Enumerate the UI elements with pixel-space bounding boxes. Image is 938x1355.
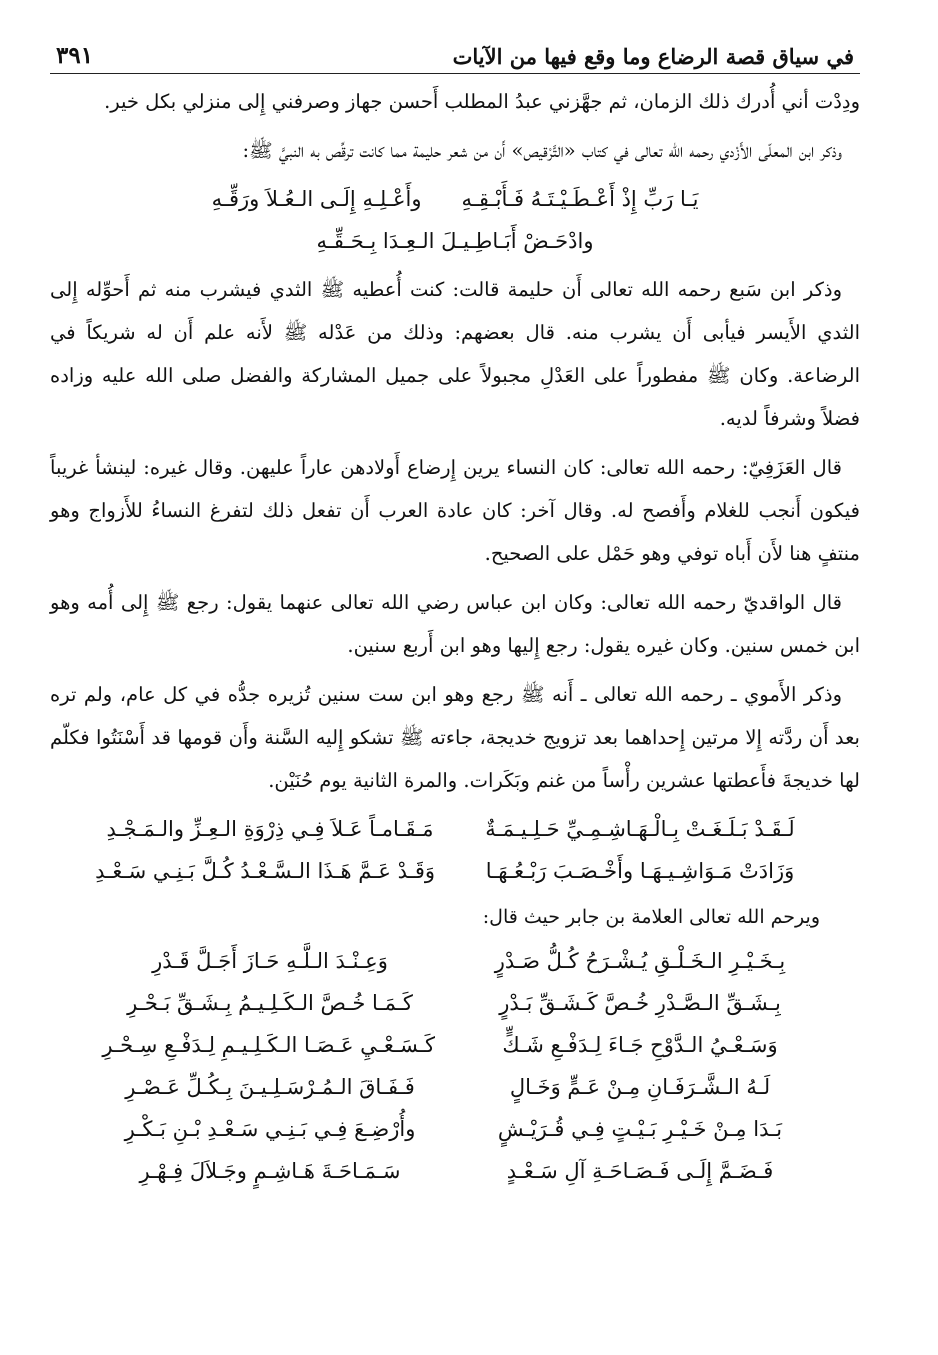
running-title: في سياق قصة الرضاع وما وقع فيها من الآيات bbox=[452, 44, 854, 69]
verse-first-hemistich: بَـدَا مِـنْ خَـيْـرِ بَـيْـتٍ فِـي قُـرَيْـشٍ bbox=[497, 1117, 783, 1141]
verse-second-hemistich: سَـمَـاحَـةَ هَـاشِـمٍ وجَـلاَلَ فِـهْـرِ bbox=[139, 1159, 401, 1183]
verse-second-hemistich: وَقَـدْ عَـمَّ هَـذَا الـسَّـعْـدُ كُـلَّ بَـنِـي سَـعْـدِ bbox=[95, 859, 435, 883]
verse-first-hemistich: لَـهُ الـشَّـرَفَـانِ مِـنْ عَـمٍّ وَخَـالٍ bbox=[509, 1075, 771, 1099]
poem-tarqis bbox=[50, 178, 860, 262]
verse-first-hemistich: فَـضَـمَّ إِلَـى فَـصَـاحَـةِ آلِ سَـعْـدٍ bbox=[506, 1159, 774, 1183]
verse-second-hemistich: كَـمَـا خُـصَّ الـكَـلِـيـمُ بِـشَـقِّ بَـحْـرِ bbox=[127, 991, 413, 1015]
verse-second-hemistich: وأَعْـلِـهِ إِلَـى الـعُـلاَ ورَقِّـهِ bbox=[211, 187, 422, 211]
paragraph: ودِدْت أني أُدرك ذلك الزمان، ثم جهَّزني عبدُ المطلب أَحسن جهاز وصرفني إِلى منزلي بكل خير. bbox=[104, 90, 860, 113]
verse-line bbox=[50, 1024, 860, 1066]
book-page bbox=[50, 28, 860, 1198]
paragraph: وذكر الأَموي ـ رحمه الله تعالى ـ أَنه ﷺ رجع وهو ابن ست سنين تُزيره جدُّه في كل عام، ولم تره بعد أَن ردَّته إِلا مرتين إِحداهما بعد تزويج خديجة، جاءته ﷺ تشكو إِليه السَّنة وأَن قومها قد أَسْنَتُوا فكلّم لها خديجةَ فأَعطتها عشرين رأْساً من غنم وبَكَرات. والمرة الثانية يوم حُنَيْن. bbox=[50, 683, 860, 792]
verse-line bbox=[50, 940, 860, 982]
verse-second-hemistich: فَـفَـاقَ الـمُـرْسَـلِـيـنَ بِـكُـلِّ عَـصْـرِ bbox=[125, 1075, 415, 1099]
poem-halima bbox=[50, 808, 860, 892]
verse-second-hemistich: مَـقَـامـاً عَـلاَ فِـي ذِرْوَةِ الـعِـزِّ والـمَـجْـدِ bbox=[106, 817, 434, 841]
paragraph: وذكر ابن سَبع رحمه الله تعالى أَن حليمة قالت: كنت أُعطيه ﷺ الثدي فيشرب منه ثم أَحوِّله إِلى الثدي الأَيسر فيأبى أَن يشرب منه. قال بعضهم: وذلك من عَدْله ﷺ لأَنه علم أَن له شريكاً في الرضاعة. وكان ﷺ مفطوراً على العَدْلِ مجبولاً على جميل المشاركة والفضل صلى الله عليه وزاده فضلاً وشرفاً لديه. bbox=[50, 278, 860, 430]
verse-second-hemistich: وَعِـنْـدَ الـلَّـهِ حَـازَ أَجَـلَّ قَـدْرِ bbox=[152, 949, 388, 973]
verse-line bbox=[50, 220, 860, 262]
verse-single-hemistich: وادْحَـضْ أَبَـاطِـيـلَ الـعِـدَا بِـحَـقِّـهِ bbox=[316, 229, 594, 253]
verse-first-hemistich: يَـا رَبِّ إِذْ أَعْـطَـيْـتَـهُ فَـأَبْـقِـهِ bbox=[461, 187, 699, 211]
verse-second-hemistich: كَـسَـعْـيِ عَـصَـا الـكَـلِـيـمِ لِـدَفْـعِ سِـحْـرِ bbox=[102, 1033, 435, 1057]
verse-line bbox=[50, 982, 860, 1024]
verse-first-hemistich: بِـشَـقِّ الـصَّـدْرِ خُـصَّ كَـشَـقِّ بَـدْرٍ bbox=[499, 991, 781, 1015]
verse-first-hemistich: وَسَـعْـيُ الـدَّوْحِ جَـاءَ لِـدَفْـعِ شَـكٍّ bbox=[502, 1033, 778, 1057]
verse-line bbox=[50, 178, 860, 220]
poem-intro: ويرحم الله تعالى العلامة بن جابر حيث قال: bbox=[482, 906, 820, 928]
page-body bbox=[50, 80, 860, 1192]
verse-second-hemistich: وأُرْضِـعَ فِـي بَـنِـي سَـعْـدِ بْـنِ بَـكْـرِ bbox=[124, 1117, 416, 1141]
verse-line bbox=[50, 1150, 860, 1192]
paragraph: قال العَزَفِيّ: رحمه الله تعالى: كان النساء يرين إِرضاع أَولادهن عاراً عليهن. وقال غيره: لينشأ غريباً فيكون أَنجب للغلام وأَفصح له. وقال آخر: كان عادة العرب أَن تفعل ذلك لتفرغ النساءُ للأَزواج وهو منتفٍ هنا لأَن أَباه توفي وهو حَمْل على الصحيح. bbox=[50, 456, 860, 565]
verse-line bbox=[50, 1066, 860, 1108]
verse-line bbox=[50, 808, 860, 850]
verse-first-hemistich: وَزَادَتْ مَـوَاشِـيـهَـا وأَخْـصَـبَ رَبْـعُـهَـا bbox=[485, 859, 795, 883]
paragraph: قال الواقديّ رحمه الله تعالى: وكان ابن عباس رضي الله تعالى عنهما يقول: رجع ﷺ إِلى أُمه وهو ابن خمس سنين. وكان غيره يقول: رجع إِليها وهو ابن أَربع سنين. bbox=[50, 591, 860, 657]
verse-line bbox=[50, 850, 860, 892]
paragraph: وذكر ابن المعلّى الأَزْدي رحمه الله تعالى في كتاب «التَّرْقيص» أَن من شعر حليمة مما كانت ترقِّص به النبيَّ ﷺ: bbox=[242, 139, 842, 162]
page-number: ٣٩١ bbox=[56, 42, 94, 69]
poem-ibn-jabir bbox=[50, 940, 860, 1192]
verse-line bbox=[50, 1108, 860, 1150]
verse-first-hemistich: لَـقَـدْ بَـلَـغَـتْ بِـالْـهَـاشِـمِـيِّ حَـلِـيـمَـةٌ bbox=[485, 817, 795, 841]
verse-first-hemistich: بِـخَـيْـرِ الـخَـلْـقِ يُـشْـرَحُ كُـلُّ صَـدْرٍ bbox=[494, 949, 786, 973]
page-header bbox=[50, 28, 860, 74]
